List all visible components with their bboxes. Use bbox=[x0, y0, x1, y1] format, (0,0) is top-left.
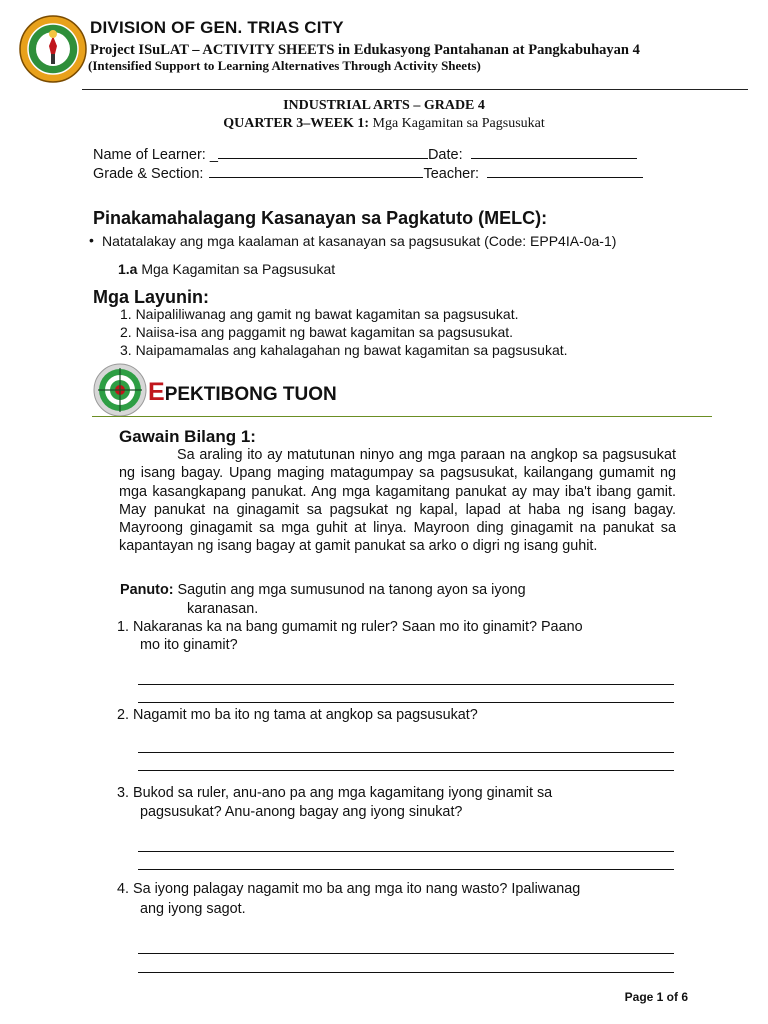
gawain-paragraph: Sa araling ito ay matutunan ninyo ang mga paraan na angkop sa pagsusukat ng isang bagay. Upang maging matagumpay sa pagsusukat, kailangang gumamit ng mga kasangkapang panukat. Ang mga kagamitang panukat ay may iba't ibang gamit. May panukat na ginagamit sa pagsukat ng kapal, lapad at haba ng isang bagay. Mayroong ginagamit sa mga guhit at linya. Mayroon ding ginagamit na panukat sa kapantayan ng isang bagay at gamit panukat sa arko o digri ng isang guhit. bbox=[119, 447, 676, 555]
date-label: Date: bbox=[427, 147, 463, 163]
panuto-instruction: Panuto: Sagutin ang mga sumusunod na tanong ayon sa iyong bbox=[120, 582, 526, 598]
gawain-heading: Gawain Bilang 1: bbox=[119, 427, 256, 446]
name-input-line[interactable] bbox=[218, 147, 428, 159]
project-subtitle: (Intensified Support to Learning Alternatives Through Activity Sheets) bbox=[88, 58, 481, 73]
objective-item: 3. Naipamamalas ang kahalagahan ng bawat kagamitan sa pagsusukat. bbox=[120, 342, 568, 358]
teacher-label: Teacher: bbox=[423, 166, 480, 182]
objective-item: 2. Naiisa-isa ang paggamit ng bawat kagamitan sa pagsusukat. bbox=[120, 324, 514, 340]
name-label: Name of Learner: _ bbox=[93, 147, 218, 163]
answer-line[interactable] bbox=[138, 684, 674, 685]
quarter-title: QUARTER 3–WEEK 1: Mga Kagamitan sa Pagsusukat bbox=[223, 116, 545, 131]
answer-line[interactable] bbox=[138, 752, 674, 753]
section-divider bbox=[92, 416, 712, 417]
question-1-cont: mo ito ginamit? bbox=[140, 637, 238, 653]
subject-title: INDUSTRIAL ARTS – GRADE 4 bbox=[283, 98, 485, 113]
target-icon bbox=[92, 362, 148, 418]
date-input-line[interactable] bbox=[471, 147, 637, 159]
grade-input-line[interactable] bbox=[209, 166, 423, 178]
question-2: 2. Nagamit mo ba ito ng tama at angkop sa pagsusukat? bbox=[117, 707, 478, 723]
header-divider bbox=[82, 89, 748, 90]
melc-subitem: 1.a Mga Kagamitan sa Pagsusukat bbox=[118, 261, 336, 277]
answer-line[interactable] bbox=[138, 770, 674, 771]
melc-bullet: • Natatalakay ang mga kaalaman at kasanayan sa pagsusukat (Code: EPP4IA-0a-1) bbox=[102, 233, 616, 249]
melc-heading: Pinakamahalagang Kasanayan sa Pagkatuto (MELC): bbox=[93, 208, 548, 228]
answer-line[interactable] bbox=[138, 851, 674, 852]
project-title: Project ISuLAT – ACTIVITY SHEETS in Edukasyong Pantahanan at Pangkabuhayan 4 bbox=[90, 42, 640, 58]
section-heading: EPEKTIBONG TUON bbox=[148, 378, 337, 406]
answer-line[interactable] bbox=[138, 702, 674, 703]
question-4-cont: ang iyong sagot. bbox=[140, 901, 246, 917]
teacher-input-line[interactable] bbox=[487, 166, 643, 178]
division-title: DIVISION OF GEN. TRIAS CITY bbox=[90, 18, 344, 37]
panuto-instruction-cont: karanasan. bbox=[187, 601, 259, 617]
answer-line[interactable] bbox=[138, 953, 674, 954]
question-1: 1. Nakaranas ka na bang gumamit ng ruler? Saan mo ito ginamit? Paano bbox=[117, 619, 583, 635]
learner-fields-row bbox=[93, 147, 637, 163]
section-fields-row bbox=[93, 166, 643, 182]
question-3: 3. Bukod sa ruler, anu-ano pa ang mga kagamitang iyong ginamit sa bbox=[117, 785, 553, 801]
answer-line[interactable] bbox=[138, 972, 674, 973]
layunin-heading: Mga Layunin: bbox=[93, 287, 209, 307]
grade-label: Grade & Section: bbox=[93, 166, 204, 182]
division-seal-logo bbox=[18, 14, 88, 84]
objective-item: 1. Naipaliliwanag ang gamit ng bawat kagamitan sa pagsusukat. bbox=[120, 306, 519, 322]
page-number: Page 1 of 6 bbox=[624, 990, 688, 1004]
question-4: 4. Sa iyong palagay nagamit mo ba ang mga ito nang wasto? Ipaliwanag bbox=[117, 881, 581, 897]
answer-line[interactable] bbox=[138, 869, 674, 870]
question-3-cont: pagsusukat? Anu-anong bagay ang iyong sinukat? bbox=[140, 804, 463, 820]
